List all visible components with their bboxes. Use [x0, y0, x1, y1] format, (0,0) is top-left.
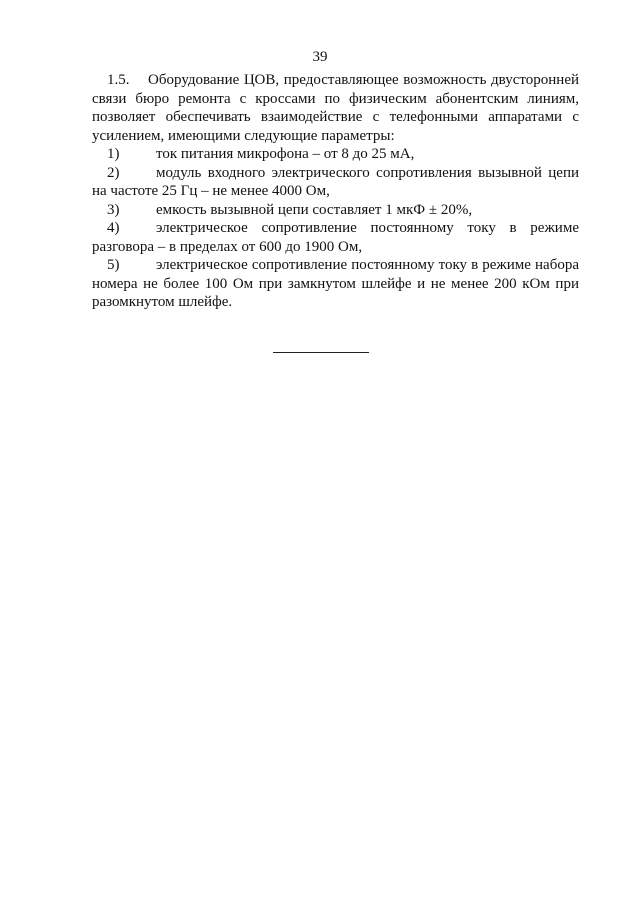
section-paragraph: [92, 71, 579, 145]
list-item: [92, 145, 579, 164]
list-item-text: емкость вызывной цепи составляет 1 мкФ ± 20%,: [156, 201, 473, 218]
list-item-number: 1): [107, 146, 120, 162]
list-item-number: 4): [107, 220, 120, 236]
list-item: [92, 219, 579, 256]
section-number: 1.5.: [107, 72, 130, 88]
list-item-number: 3): [107, 201, 120, 218]
list-item: [92, 256, 579, 312]
list-item-text: электрическое сопротивление постоянному току в режиме разговора – в пределах от 600 до 1900 Ом,: [92, 220, 579, 255]
list-item-number: 5): [107, 257, 120, 273]
list-item: [92, 164, 579, 201]
list-item-text: модуль входного электрического сопротивления вызывной цепи на частоте 25 Гц – не менее 4000 Ом,: [92, 164, 579, 199]
section-text: Оборудование ЦОВ, предоставляющее возможность двусторонней связи бюро ремонта с кроссами по физическим абонентским линиям, позволяет обеспечивать взаимодействие с телефонными аппаратами с усилением, имеющими следующие параметры:: [92, 72, 579, 144]
list-item-number: 2): [107, 164, 120, 181]
document-body: [92, 71, 579, 312]
list-item: [92, 201, 579, 220]
page-number: 39: [312, 49, 328, 65]
end-separator-line: [273, 352, 369, 353]
list-item-text: электрическое сопротивление постоянному току в режиме набора номера не более 100 Ом при замкнутом шлейфе и не менее 200 кОм при разомкнутом шлейфе.: [92, 257, 579, 310]
list-item-text: ток питания микрофона – от 8 до 25 мА,: [156, 146, 415, 162]
